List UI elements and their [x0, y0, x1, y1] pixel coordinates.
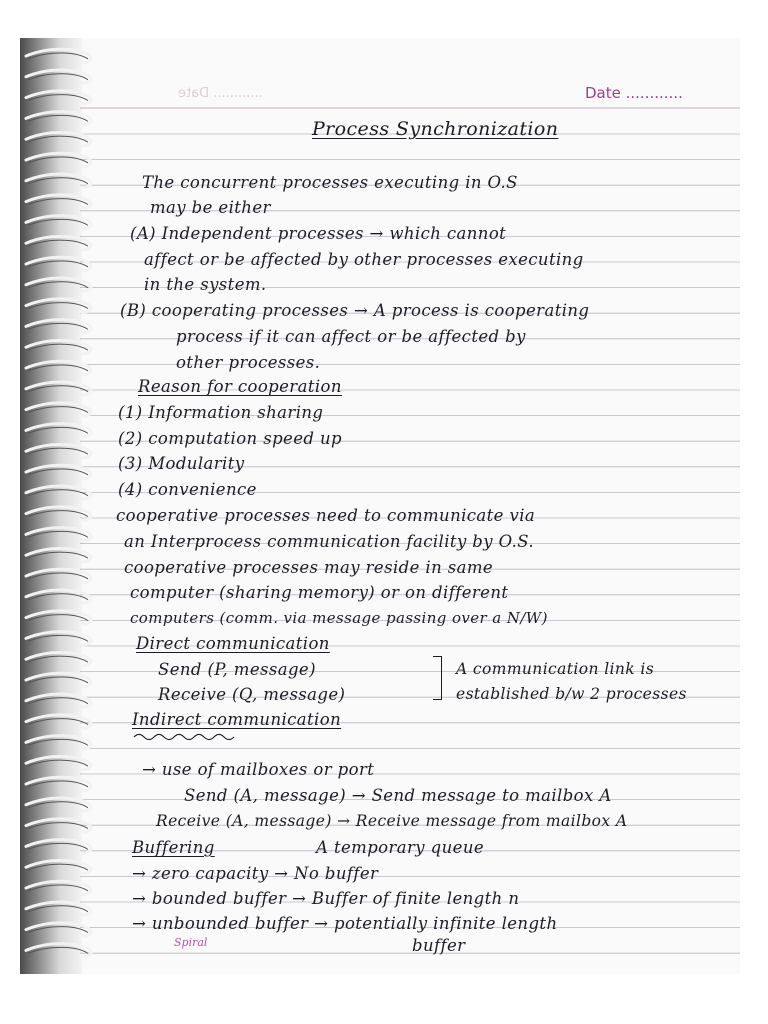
indirect-line-3: Receive (A, message) → Receive message from mailbox A — [156, 812, 628, 830]
spiral-brand-mark: Spiral — [174, 936, 208, 949]
buffering-definition: A temporary queue — [316, 838, 485, 857]
spiral-ring-shadow — [28, 906, 88, 912]
direct-receive: Receive (Q, message) — [158, 685, 346, 704]
spiral-ring-shadow — [28, 885, 88, 891]
spiral-ring-shadow — [28, 531, 88, 537]
spiral-ring-shadow — [28, 240, 88, 246]
intro-line-1: The concurrent processes executing in O.S — [142, 173, 518, 192]
ipc-line-2: an Interprocess communication facility by O.S. — [124, 532, 535, 551]
spiral-ring-shadow — [28, 573, 88, 579]
reason-1: (1) Information sharing — [118, 403, 324, 422]
direct-bracket — [433, 656, 442, 700]
indirect-line-2: Send (A, message) → Send message to mailbox A — [184, 786, 612, 805]
spiral-ring-shadow — [28, 843, 88, 849]
spiral-ring-shadow — [28, 344, 88, 350]
direct-note-2: established b/w 2 processes — [456, 685, 687, 703]
spiral-ring-shadow — [28, 53, 88, 59]
spiral-ring-shadow — [28, 448, 88, 454]
spiral-ring-shadow — [28, 635, 88, 641]
spiral-ring-shadow — [28, 303, 88, 309]
buffering-line-4: buffer — [412, 936, 466, 955]
spiral-ring-shadow — [28, 136, 88, 142]
page-title: Process Synchronization — [312, 118, 559, 140]
spiral-ring-shadow — [28, 719, 88, 725]
ipc-line-5: computers (comm. via message passing over a N/W) — [130, 609, 548, 627]
spiral-ring-shadow — [28, 927, 88, 933]
type-a-line-3: in the system. — [144, 275, 267, 294]
type-a-line-1: (A) Independent processes → which cannot — [130, 224, 507, 243]
spiral-ring-shadow — [28, 261, 88, 267]
spiral-ring-shadow — [28, 864, 88, 870]
spiral-ring-shadow — [28, 739, 88, 745]
spiral-ring-shadow — [28, 115, 88, 121]
spiral-ring-shadow — [28, 407, 88, 413]
spiral-ring-shadow — [28, 469, 88, 475]
spiral-ring-shadow — [28, 178, 88, 184]
spiral-ring-shadow — [28, 594, 88, 600]
reason-2: (2) computation speed up — [118, 429, 342, 448]
spiral-ring-shadow — [28, 760, 88, 766]
buffering-line-3: → unbounded buffer → potentially infinite length — [132, 914, 558, 933]
spiral-ring-shadow — [28, 323, 88, 329]
spiral-ring-shadow — [28, 656, 88, 662]
type-b-line-2: process if it can affect or be affected by — [176, 327, 526, 346]
spiral-ring-shadow — [28, 823, 88, 829]
direct-heading: Direct communication — [136, 634, 330, 653]
spiral-ring-shadow — [28, 95, 88, 101]
type-b-line-3: other processes. — [176, 353, 321, 372]
spiral-ring-shadow — [28, 157, 88, 163]
spiral-ring-shadow — [28, 781, 88, 787]
date-label: Date ............ — [585, 84, 683, 102]
type-b-line-1: (B) cooperating processes → A process is cooperating — [120, 301, 590, 320]
reason-4: (4) convenience — [118, 480, 257, 499]
spiral-ring-shadow — [28, 199, 88, 205]
notebook-page — [20, 38, 740, 974]
direct-note-1: A communication link is — [456, 660, 655, 678]
spiral-ring-shadow — [28, 490, 88, 496]
spiral-ring-shadow — [28, 947, 88, 953]
spiral-ring-shadow — [28, 511, 88, 517]
buffering-heading: Buffering — [132, 838, 215, 857]
indirect-line-1: → use of mailboxes or port — [142, 760, 375, 779]
spiral-ring-shadow — [28, 698, 88, 704]
ipc-line-1: cooperative processes need to communicate via — [116, 506, 536, 525]
spiral-ring-shadow — [28, 74, 88, 80]
reason-heading: Reason for cooperation — [138, 377, 342, 396]
direct-send: Send (P, message) — [158, 660, 316, 679]
buffering-line-1: → zero capacity → No buffer — [132, 864, 379, 883]
spiral-ring-shadow — [28, 219, 88, 225]
spiral-ring-shadow — [28, 552, 88, 558]
ipc-line-3: cooperative processes may reside in same — [124, 558, 494, 577]
spiral-ring-shadow — [28, 427, 88, 433]
spiral-ring-shadow — [28, 615, 88, 621]
spiral-ring-shadow — [28, 365, 88, 371]
spiral-ring-shadow — [28, 677, 88, 683]
intro-line-2: may be either — [150, 198, 271, 217]
spiral-binding — [20, 38, 110, 974]
date-ghost-text: ............ Date — [178, 86, 263, 101]
reason-3: (3) Modularity — [118, 454, 245, 473]
spiral-ring-shadow — [28, 802, 88, 808]
ipc-line-4: computer (sharing memory) or on different — [130, 583, 509, 602]
indirect-squiggle — [132, 732, 242, 742]
indirect-heading: Indirect communication — [132, 710, 342, 729]
type-a-line-2: affect or be affected by other processes executing — [144, 250, 584, 269]
spiral-ring-shadow — [28, 282, 88, 288]
spiral-ring-shadow — [28, 386, 88, 392]
buffering-line-2: → bounded buffer → Buffer of finite length n — [132, 889, 520, 908]
